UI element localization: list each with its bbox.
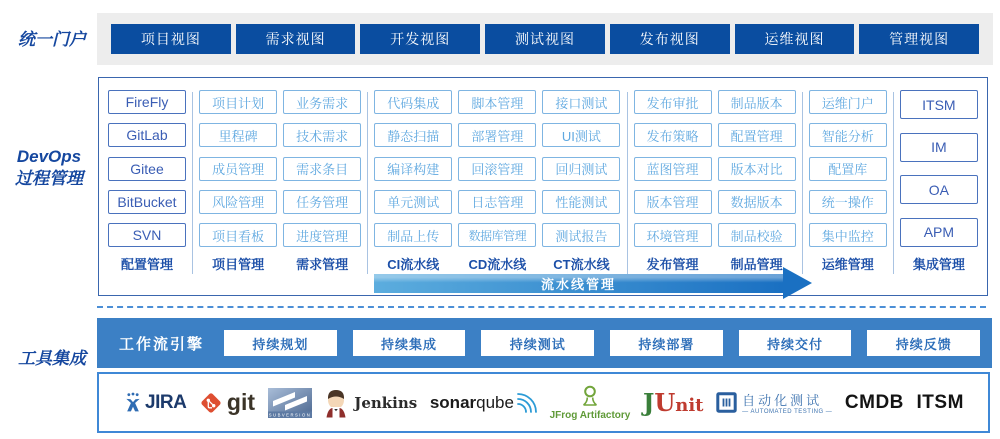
column-project-boxes <box>199 90 277 247</box>
module-box[interactable]: 性能测试 <box>542 190 620 214</box>
pipeline-arrow-label: 流水线管理 <box>540 277 616 292</box>
module-box[interactable]: 业务需求 <box>283 90 361 114</box>
view-button-ops[interactable]: 运维视图 <box>735 24 855 54</box>
cmdb-wordmark: CMDB <box>844 391 904 413</box>
view-button-project[interactable]: 项目视图 <box>111 24 231 54</box>
module-columns <box>108 90 978 274</box>
svg-text:SUBVERSION: SUBVERSION <box>268 412 311 418</box>
module-box[interactable]: 脚本管理 <box>458 90 536 114</box>
view-button-manage[interactable]: 管理视图 <box>859 24 979 54</box>
jfrog-artifactory-wordmark: JFrog Artifactory <box>549 409 631 421</box>
column-cd-boxes <box>458 90 536 247</box>
column-label-project: 项目管理 <box>212 257 265 272</box>
pill-continuous-integration[interactable]: 持续集成 <box>353 330 466 356</box>
sonarqube-wordmark-light: qube <box>476 392 514 412</box>
automated-testing-text <box>742 390 832 415</box>
sonarqube-logo <box>430 392 537 414</box>
column-requirement-boxes <box>283 90 361 247</box>
module-box[interactable]: 发布审批 <box>634 90 712 114</box>
view-buttons-band <box>97 13 993 65</box>
module-box[interactable]: 进度管理 <box>283 223 361 247</box>
module-box[interactable]: 回滚管理 <box>458 157 536 181</box>
automated-testing-en: — AUTOMATED TESTING — <box>742 409 833 415</box>
devops-process-label-line2: 过程管理 <box>15 169 83 188</box>
module-box[interactable]: 静态扫描 <box>374 123 452 147</box>
git-wordmark: git <box>226 389 256 415</box>
module-box[interactable]: 项目计划 <box>199 90 277 114</box>
jenkins-butler-icon <box>324 388 348 418</box>
module-box[interactable]: 发布策略 <box>634 123 712 147</box>
git-logo <box>199 389 255 416</box>
devops-process-label <box>2 146 96 190</box>
column-project <box>199 90 277 274</box>
column-artifact-boxes <box>718 90 796 247</box>
automated-testing-cn: 自动化测试 <box>742 393 823 408</box>
module-box[interactable]: 部署管理 <box>458 123 536 147</box>
jira-icon <box>123 392 143 414</box>
module-box-itsm[interactable]: ITSM <box>900 90 978 119</box>
column-label-artifact: 制品管理 <box>730 257 783 272</box>
automated-testing-logo <box>716 390 832 415</box>
view-button-develop[interactable]: 开发视图 <box>360 24 480 54</box>
module-box[interactable]: 智能分析 <box>809 123 887 147</box>
module-box-oa[interactable]: OA <box>900 175 978 204</box>
module-box[interactable]: 制品校验 <box>718 223 796 247</box>
module-box-gitee[interactable]: Gitee <box>108 157 186 181</box>
column-label-scm: 配置管理 <box>120 257 173 272</box>
module-box[interactable]: 任务管理 <box>283 190 361 214</box>
pipeline-arrow <box>374 274 783 293</box>
module-box[interactable]: 版本管理 <box>634 190 712 214</box>
junit-logo <box>643 388 704 417</box>
column-label-cd: CD流水线 <box>468 257 527 272</box>
column-ops-boxes <box>809 90 887 247</box>
column-label-integration: 集成管理 <box>912 257 965 272</box>
module-box[interactable]: 配置管理 <box>718 123 796 147</box>
jfrog-artifactory-icon <box>580 385 600 409</box>
column-scm-boxes <box>108 90 186 247</box>
sonarqube-wordmark-bold: sonar <box>429 392 477 412</box>
column-release <box>634 90 712 274</box>
jira-logo <box>123 392 186 414</box>
column-scm <box>108 90 186 274</box>
jenkins-wordmark: Jenkins <box>354 393 418 412</box>
column-divider <box>192 92 193 274</box>
cmdb-logo <box>845 392 904 414</box>
column-ci-boxes <box>374 90 452 247</box>
module-box[interactable]: 技术需求 <box>283 123 361 147</box>
module-box-im[interactable]: IM <box>900 133 978 162</box>
module-box[interactable]: 制品版本 <box>718 90 796 114</box>
module-box[interactable]: 代码集成 <box>374 90 452 114</box>
module-box-bitbucket[interactable]: BitBucket <box>108 190 186 214</box>
module-box[interactable]: 统一操作 <box>809 190 887 214</box>
module-box[interactable]: 制品上传 <box>374 223 452 247</box>
column-label-ci: CI流水线 <box>387 257 440 272</box>
view-button-release[interactable]: 发布视图 <box>610 24 730 54</box>
module-box-firefly[interactable]: FireFly <box>108 90 186 114</box>
junit-wordmark-j: J <box>642 388 655 417</box>
itsm-logo <box>917 392 964 414</box>
column-ops <box>809 90 887 274</box>
column-cd <box>458 90 536 274</box>
workflow-engine-label: 工作流引擎 <box>119 335 205 353</box>
column-artifact <box>718 90 796 274</box>
module-box[interactable]: 风险管理 <box>199 190 277 214</box>
column-ci <box>374 90 452 274</box>
dashed-separator <box>97 306 986 308</box>
column-label-requirement: 需求管理 <box>296 257 349 272</box>
module-box[interactable]: 版本对比 <box>718 157 796 181</box>
jira-wordmark: JIRA <box>145 391 187 413</box>
column-release-boxes <box>634 90 712 247</box>
git-icon <box>199 391 223 415</box>
jenkins-logo <box>324 388 417 418</box>
module-box[interactable]: 测试报告 <box>542 223 620 247</box>
devops-process-label-line1: DevOps <box>16 147 82 166</box>
subversion-logo <box>268 388 312 418</box>
column-ct-boxes <box>542 90 620 247</box>
module-box[interactable]: 编译构建 <box>374 157 452 181</box>
pill-continuous-testing[interactable]: 持续测试 <box>481 330 594 356</box>
module-box[interactable]: 数据版本 <box>718 190 796 214</box>
sonarqube-waves-icon <box>517 392 537 414</box>
module-box[interactable]: 接口测试 <box>542 90 620 114</box>
view-button-test[interactable]: 测试视图 <box>485 24 605 54</box>
module-box[interactable]: 运维门户 <box>809 90 887 114</box>
pill-continuous-delivery[interactable]: 持续交付 <box>739 330 852 356</box>
column-label-ct: CT流水线 <box>553 257 610 272</box>
module-box[interactable]: 蓝图管理 <box>634 157 712 181</box>
column-divider <box>893 92 894 274</box>
module-box[interactable]: 数据库管理 <box>458 223 536 247</box>
column-integration <box>900 90 978 274</box>
column-requirement <box>283 90 361 274</box>
module-box[interactable]: 项目看板 <box>199 223 277 247</box>
module-box-svn[interactable]: SVN <box>108 223 186 247</box>
process-management-panel <box>98 77 988 296</box>
junit-wordmark-u: U <box>654 388 676 417</box>
module-box[interactable]: 成员管理 <box>199 157 277 181</box>
module-box[interactable]: 单元测试 <box>374 190 452 214</box>
column-label-release: 发布管理 <box>646 257 699 272</box>
module-box[interactable]: 需求条目 <box>283 157 361 181</box>
column-divider <box>367 92 368 274</box>
module-box[interactable]: 回归测试 <box>542 157 620 181</box>
subversion-icon <box>268 388 312 418</box>
column-ct <box>542 90 620 274</box>
module-box[interactable]: 集中监控 <box>809 223 887 247</box>
column-integration-boxes <box>900 90 978 247</box>
itsm-wordmark: ITSM <box>916 391 964 413</box>
module-box[interactable]: 环境管理 <box>634 223 712 247</box>
column-divider <box>627 92 628 274</box>
column-divider <box>802 92 803 274</box>
column-label-ops: 运维管理 <box>821 257 874 272</box>
tool-logos-panel <box>97 372 990 433</box>
pill-continuous-deployment[interactable]: 持续部署 <box>610 330 723 356</box>
tool-integration-label: 工具集成 <box>18 349 86 368</box>
pill-continuous-feedback[interactable]: 持续反馈 <box>867 330 980 356</box>
pill-continuous-planning[interactable]: 持续规划 <box>224 330 337 356</box>
module-box[interactable]: 日志管理 <box>458 190 536 214</box>
module-box-gitlab[interactable]: GitLab <box>108 123 186 147</box>
module-box[interactable]: 里程碑 <box>199 123 277 147</box>
jfrog-artifactory-logo <box>550 385 631 421</box>
unified-portal-label: 统一门户 <box>18 30 86 49</box>
junit-wordmark-nit: nit <box>675 395 704 416</box>
automated-testing-icon <box>716 392 737 413</box>
module-box[interactable]: UI测试 <box>542 123 620 147</box>
workflow-engine-bar <box>97 318 992 368</box>
module-box-apm[interactable]: APM <box>900 218 978 247</box>
module-box[interactable]: 配置库 <box>809 157 887 181</box>
view-button-requirement[interactable]: 需求视图 <box>236 24 356 54</box>
